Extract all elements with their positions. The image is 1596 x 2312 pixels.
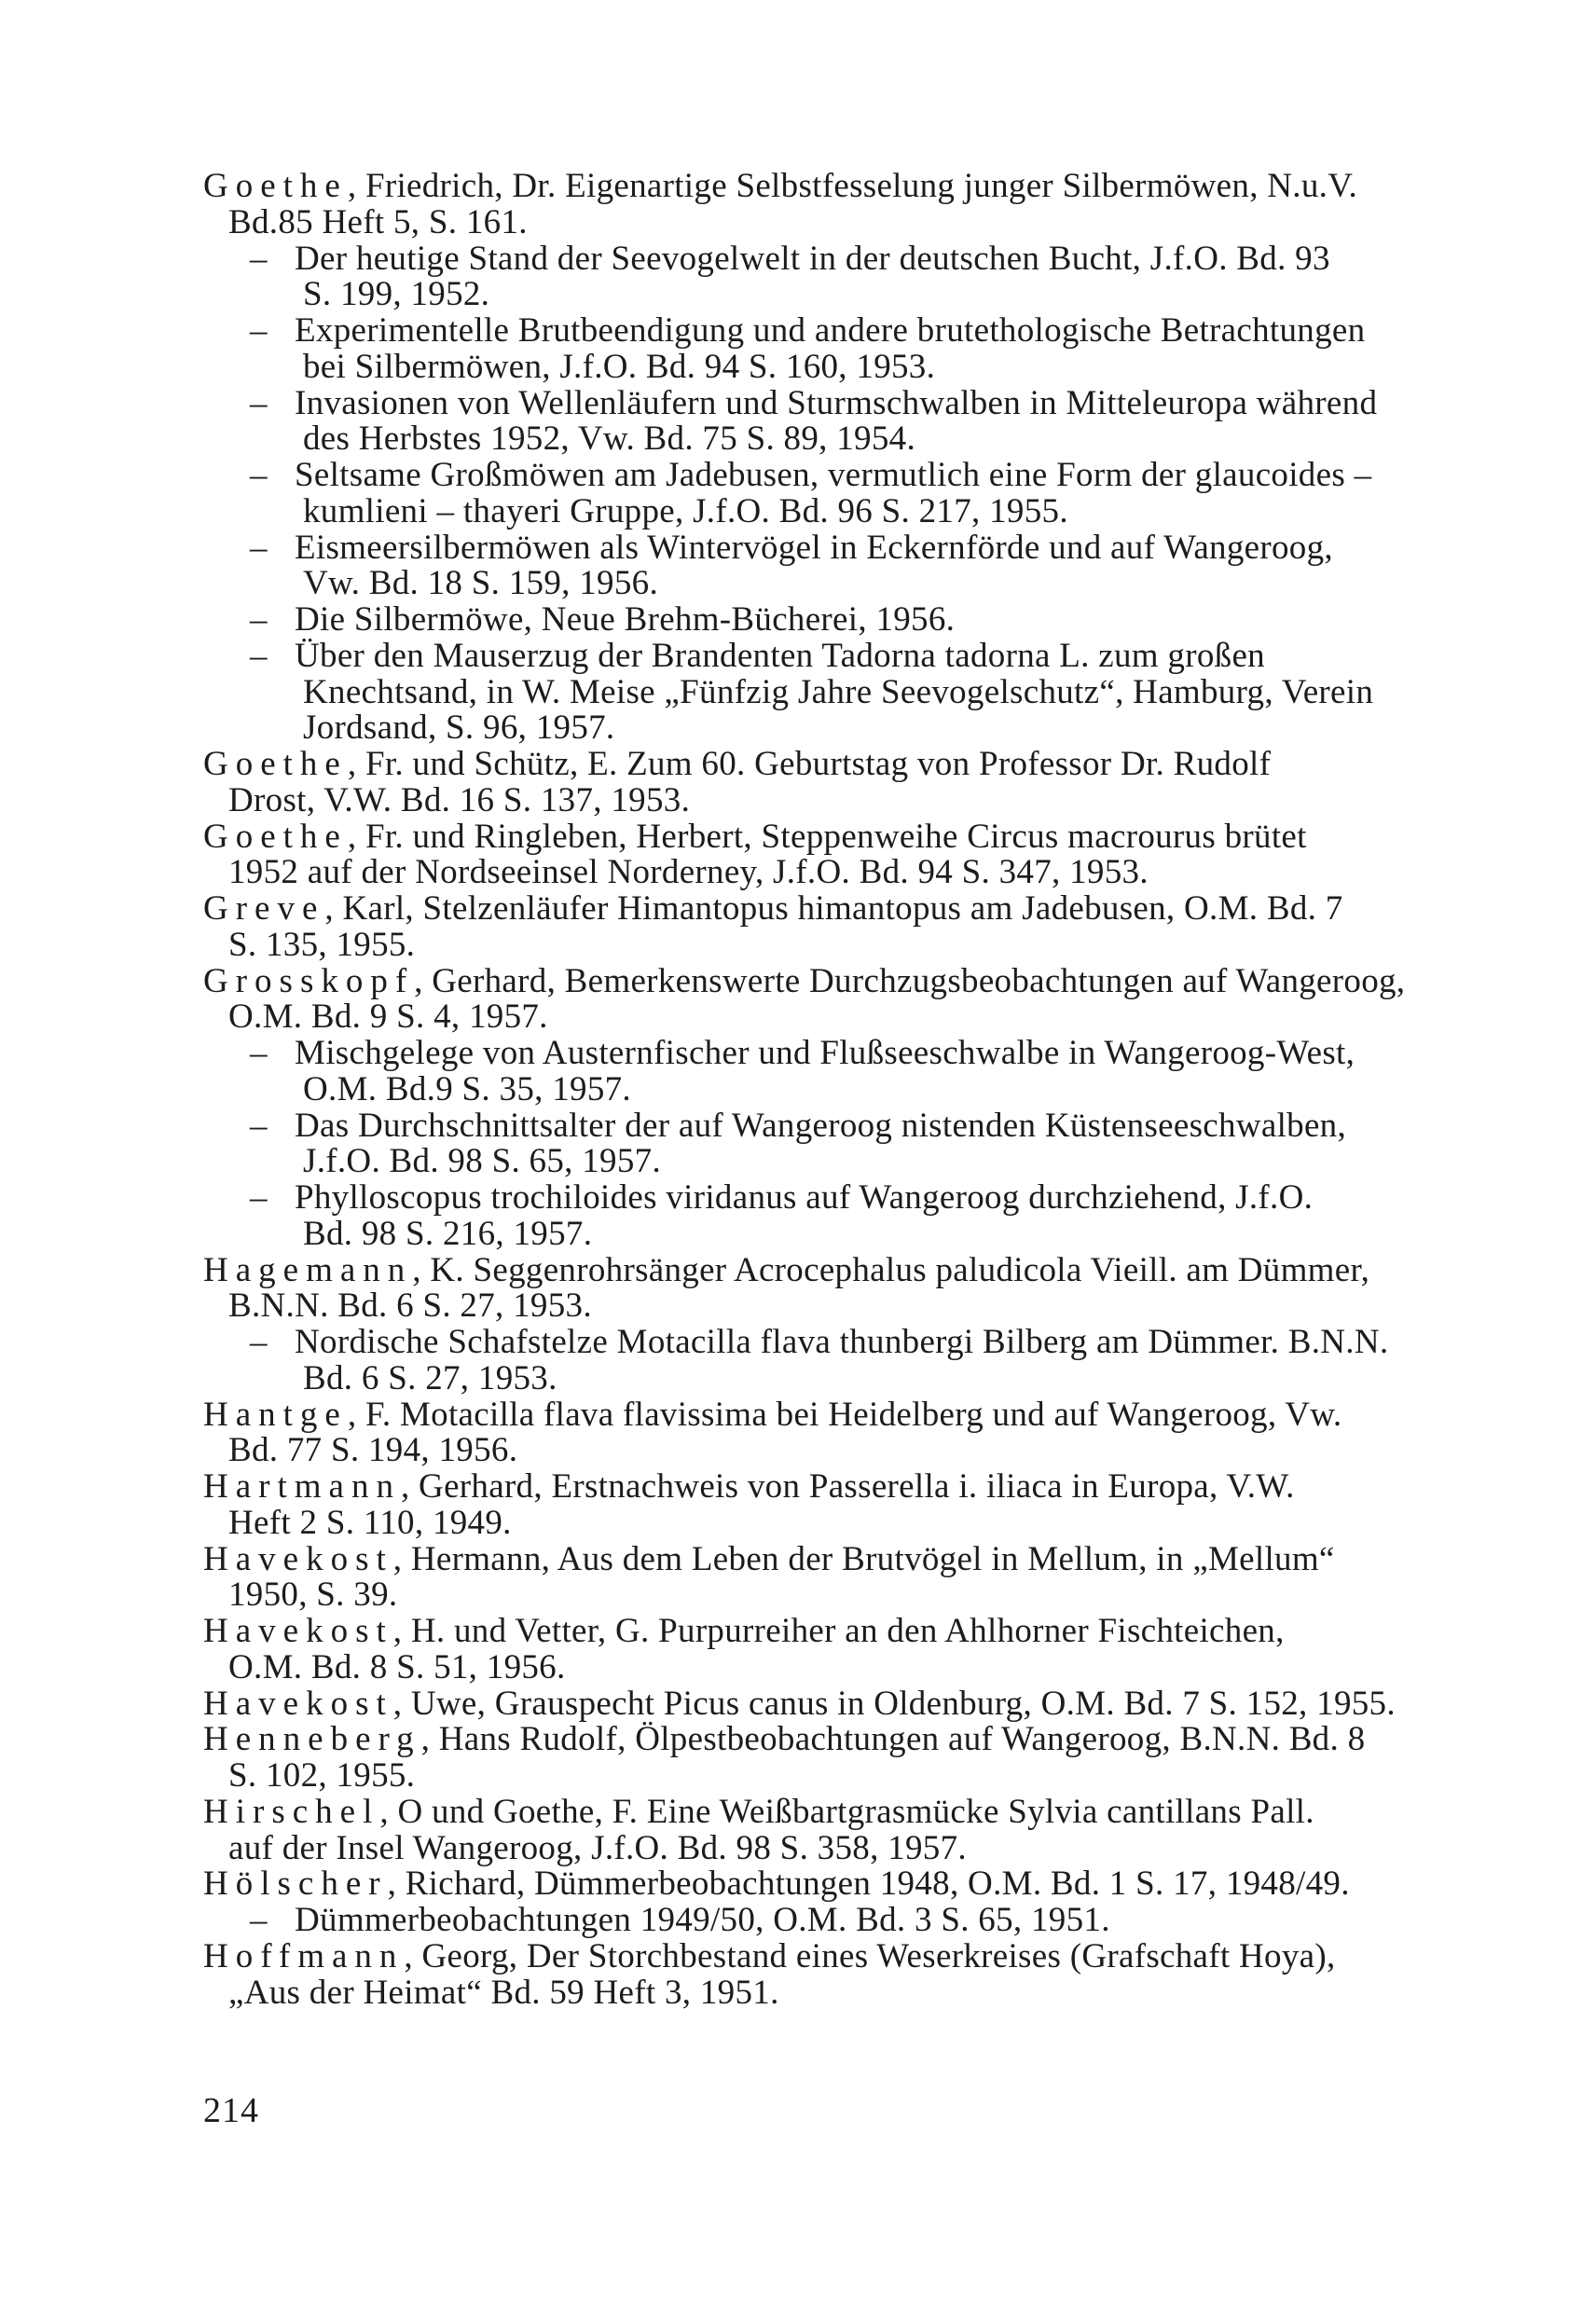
entry-line: Bd. 98 S. 216, 1957. bbox=[303, 1214, 593, 1253]
entry-line bbox=[250, 599, 955, 640]
author-name: Grosskopf bbox=[203, 961, 415, 1000]
entry-line bbox=[250, 383, 1377, 424]
entry-text: , F. Motacilla flava flavissima bei Heidelberg und auf Wangeroog, Vw. bbox=[347, 1395, 1342, 1434]
entry-line bbox=[203, 1864, 1350, 1905]
entry-text: , Friedrich, Dr. Eigenartige Selbstfesselung junger Silbermöwen, N.u.V. bbox=[347, 167, 1358, 205]
ditto-dash: – bbox=[250, 1901, 268, 1939]
entry-line bbox=[203, 1611, 1285, 1652]
entry-line: O.M. Bd. 8 S. 51, 1956. bbox=[228, 1647, 566, 1686]
entry-line: „Aus der Heimat“ Bd. 59 Heft 3, 1951. bbox=[228, 1973, 779, 2012]
entry-line bbox=[203, 1684, 1396, 1725]
entry-text: Phylloscopus trochiloides viridanus auf Wangeroog durchziehend, J.f.O. bbox=[295, 1178, 1314, 1217]
entry-line: O.M. Bd.9 S. 35, 1957. bbox=[303, 1069, 631, 1108]
entry-text: Experimentelle Brutbeendigung und andere brutethologische Betrachtungen bbox=[295, 311, 1366, 350]
author-name: Hantge bbox=[203, 1395, 348, 1434]
entry-line bbox=[250, 636, 1265, 677]
author-name: Havekost bbox=[203, 1612, 393, 1650]
ditto-dash: – bbox=[250, 311, 268, 350]
entry-line: Bd. 6 S. 27, 1953. bbox=[303, 1358, 557, 1397]
entry-text: Die Silbermöwe, Neue Brehm-Bücherei, 1956. bbox=[295, 600, 956, 639]
author-name: Hagemann bbox=[203, 1250, 413, 1289]
entry-text: , Fr. und Schütz, E. Zum 60. Geburtstag von Professor Dr. Rudolf bbox=[347, 745, 1272, 783]
ditto-dash: – bbox=[250, 383, 268, 422]
entry-text: , H. und Vetter, G. Purpurreiher an den Ahlhorner Fischteichen, bbox=[392, 1612, 1285, 1650]
entry-text: , K. Seggenrohrsänger Acrocephalus paludicola Vieill. am Dümmer, bbox=[412, 1250, 1370, 1289]
page-number: 214 bbox=[203, 2091, 259, 2130]
entry-line bbox=[203, 961, 1405, 1002]
entry-line bbox=[203, 166, 1357, 207]
entry-line: Jordsand, S. 96, 1957. bbox=[303, 709, 615, 748]
entry-line bbox=[203, 1539, 1335, 1580]
entry-line: des Herbstes 1952, Vw. Bd. 75 S. 89, 1954. bbox=[303, 420, 916, 459]
entry-line bbox=[203, 1395, 1341, 1436]
entry-line bbox=[250, 1900, 1110, 1941]
entry-line: S. 199, 1952. bbox=[303, 275, 490, 314]
entry-line: O.M. Bd. 9 S. 4, 1957. bbox=[228, 998, 548, 1037]
entry-text: , Hans Rudolf, Ölpestbeobachtungen auf Wangeroog, B.N.N. Bd. 8 bbox=[420, 1720, 1366, 1759]
author-name: Henneberg bbox=[203, 1720, 421, 1759]
entry-line bbox=[203, 1792, 1314, 1833]
entry-line: auf der Insel Wangeroog, J.f.O. Bd. 98 S. 358, 1957. bbox=[228, 1828, 967, 1867]
entry-text: Das Durchschnittsalter der auf Wangeroog nistenden Küstenseeschwalben, bbox=[295, 1106, 1347, 1145]
ditto-dash: – bbox=[250, 1106, 268, 1145]
entry-line bbox=[250, 239, 1330, 280]
author-name: Hirschel bbox=[203, 1792, 380, 1831]
entry-line bbox=[250, 1177, 1313, 1218]
entry-text: Dümmerbeobachtungen 1949/50, O.M. Bd. 3 S. 65, 1951. bbox=[295, 1901, 1110, 1939]
entry-text: , Gerhard, Bemerkenswerte Durchzugsbeobachtungen auf Wangeroog, bbox=[414, 961, 1406, 1000]
ditto-dash: – bbox=[250, 600, 268, 639]
entry-text: Mischgelege von Austernfischer und Flußseeschwalbe in Wangeroog-West, bbox=[295, 1034, 1355, 1072]
entry-line: bei Silbermöwen, J.f.O. Bd. 94 S. 160, 1953. bbox=[303, 347, 936, 386]
entry-line: Bd. 77 S. 194, 1956. bbox=[228, 1431, 518, 1470]
entry-text: , Hermann, Aus dem Leben der Brutvögel in Mellum, in „Mellum“ bbox=[392, 1539, 1335, 1578]
author-name: Havekost bbox=[203, 1539, 393, 1578]
entry-line: 1952 auf der Nordseeinsel Norderney, J.f.O. Bd. 94 S. 347, 1953. bbox=[228, 853, 1149, 892]
entry-line: Drost, V.W. Bd. 16 S. 137, 1953. bbox=[228, 780, 691, 819]
entry-line bbox=[250, 455, 1371, 496]
entry-text: Eismeersilbermöwen als Wintervögel in Eckernförde und auf Wangeroog, bbox=[295, 528, 1333, 567]
entry-text: Seltsame Großmöwen am Jadebusen, vermutlich eine Form der glaucoides – bbox=[295, 456, 1372, 494]
author-name: Havekost bbox=[203, 1684, 393, 1723]
author-name: Goethe bbox=[203, 745, 348, 783]
entry-line bbox=[203, 744, 1271, 785]
entry-text: , Uwe, Grauspecht Picus canus in Oldenburg, O.M. Bd. 7 S. 152, 1955. bbox=[392, 1684, 1396, 1723]
author-name: Goethe bbox=[203, 167, 348, 205]
entry-line: J.f.O. Bd. 98 S. 65, 1957. bbox=[303, 1142, 661, 1181]
entry-text: Nordische Schafstelze Motacilla flava thunbergi Bilberg am Dümmer. B.N.N. bbox=[295, 1323, 1389, 1361]
entry-line: Bd.85 Heft 5, S. 161. bbox=[228, 202, 528, 241]
entry-line bbox=[203, 817, 1307, 858]
entry-line bbox=[203, 1936, 1336, 1977]
entry-line bbox=[203, 1719, 1365, 1760]
author-name: Hoffmann bbox=[203, 1936, 405, 1975]
entry-line: Heft 2 S. 110, 1949. bbox=[228, 1503, 512, 1542]
ditto-dash: – bbox=[250, 456, 268, 494]
ditto-dash: – bbox=[250, 1178, 268, 1217]
entry-line bbox=[250, 1322, 1388, 1363]
entry-line: S. 102, 1955. bbox=[228, 1756, 416, 1795]
entry-line: S. 135, 1955. bbox=[228, 925, 416, 964]
entry-line bbox=[203, 1250, 1369, 1291]
entry-line: 1950, S. 39. bbox=[228, 1576, 398, 1615]
ditto-dash: – bbox=[250, 239, 268, 278]
entry-text: Invasionen von Wellenläufern und Sturmschwalben in Mitteleuropa während bbox=[295, 383, 1378, 422]
entry-text: , Fr. und Ringleben, Herbert, Steppenweihe Circus macrourus brütet bbox=[347, 817, 1307, 856]
entry-line: kumlieni – thayeri Gruppe, J.f.O. Bd. 96 S. 217, 1955. bbox=[303, 491, 1068, 530]
author-name: Goethe bbox=[203, 817, 348, 856]
entry-line bbox=[203, 1466, 1295, 1507]
ditto-dash: – bbox=[250, 636, 268, 675]
author-name: Hartmann bbox=[203, 1467, 401, 1506]
entry-text: Der heutige Stand der Seevogelwelt in der deutschen Bucht, J.f.O. Bd. 93 bbox=[295, 239, 1330, 278]
ditto-dash: – bbox=[250, 1323, 268, 1361]
author-name: Hölscher bbox=[203, 1865, 388, 1904]
entry-text: , Georg, Der Storchbestand eines Weserkreises (Grafschaft Hoya), bbox=[404, 1936, 1336, 1975]
entry-line: Knechtsand, in W. Meise „Fünfzig Jahre Seevogelschutz“, Hamburg, Verein bbox=[303, 672, 1374, 711]
entry-text: , O und Goethe, F. Eine Weißbartgrasmücke Sylvia cantillans Pall. bbox=[379, 1792, 1314, 1831]
ditto-dash: – bbox=[250, 528, 268, 567]
entry-text: Über den Mauserzug der Brandenten Tadorna tadorna L. zum großen bbox=[295, 636, 1265, 675]
entry-line: Vw. Bd. 18 S. 159, 1956. bbox=[303, 564, 658, 603]
entry-text: , Gerhard, Erstnachweis von Passerella i. iliaca in Europa, V.W. bbox=[400, 1467, 1295, 1506]
entry-line bbox=[250, 310, 1365, 351]
entry-line bbox=[250, 1106, 1346, 1147]
entry-text: , Karl, Stelzenläufer Himantopus himantopus am Jadebusen, O.M. Bd. 7 bbox=[324, 889, 1343, 928]
entry-line bbox=[250, 1033, 1355, 1074]
entry-line bbox=[250, 528, 1333, 569]
entry-line: B.N.N. Bd. 6 S. 27, 1953. bbox=[228, 1287, 592, 1326]
ditto-dash: – bbox=[250, 1034, 268, 1072]
entry-line bbox=[203, 888, 1343, 929]
author-name: Greve bbox=[203, 889, 325, 928]
entry-text: , Richard, Dümmerbeobachtungen 1948, O.M. Bd. 1 S. 17, 1948/49. bbox=[387, 1865, 1350, 1904]
